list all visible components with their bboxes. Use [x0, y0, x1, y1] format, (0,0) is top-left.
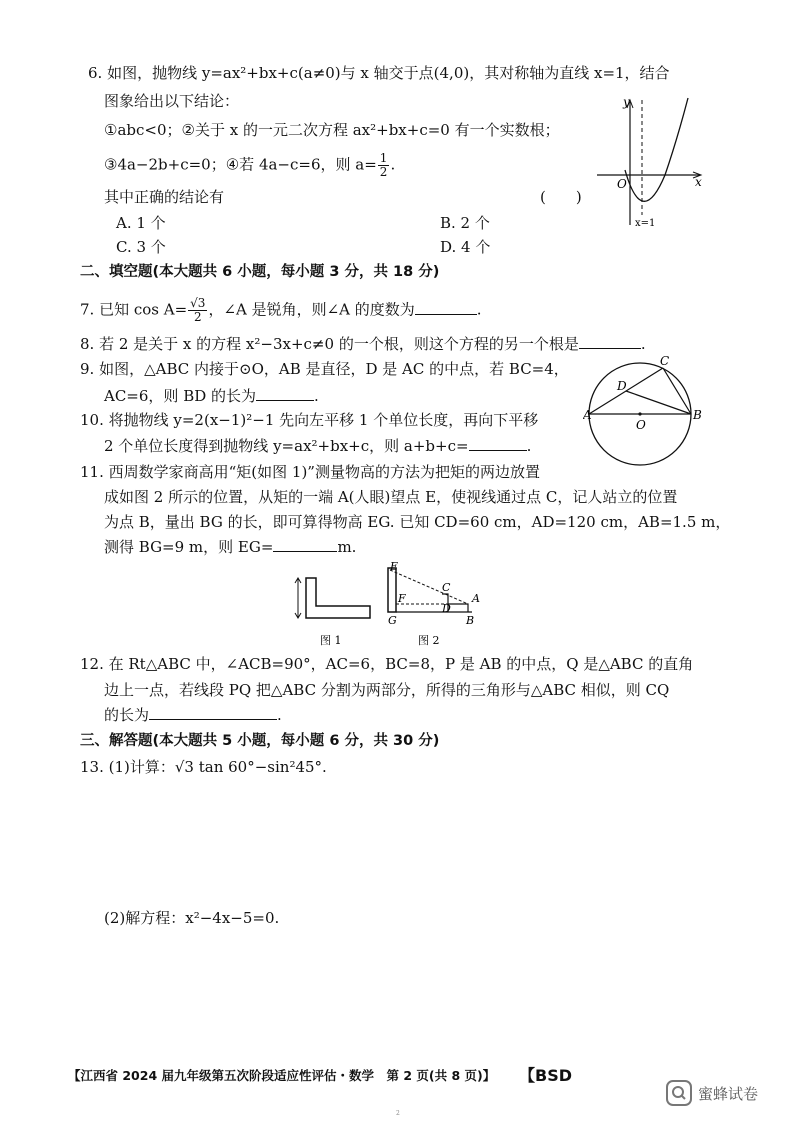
- watermark-logo-icon: [666, 1080, 692, 1106]
- q11-fig2-label-g: G: [388, 614, 397, 627]
- q7-period: .: [476, 300, 482, 319]
- q7-frac-num: √3: [190, 296, 206, 310]
- q11-figure-1: [292, 574, 377, 649]
- q11-unit: m.: [337, 538, 357, 556]
- q7-fraction: [188, 297, 207, 324]
- q11-fig2-label-f: F: [398, 592, 406, 605]
- q11-line-2: 成如图 2 所示的位置，从矩的一端 A(人眼)望点 E，使视线通过点 C，记人站立的位置: [104, 488, 678, 506]
- q6-fig-axis-label: x=1: [635, 218, 656, 229]
- q6-fig-origin-label: O: [617, 177, 627, 191]
- q12-line-2: 边上一点，若线段 PQ 把△ABC 分割为两部分，所得的三角形与△ABC 相似，则 CQ: [104, 681, 670, 699]
- q13-part-1: 13. (1)计算：√3 tan 60°−sin²45°.: [80, 758, 327, 776]
- q11-text: 测得 BG=9 m，则 EG=: [104, 538, 274, 556]
- q9-circle-figure: [583, 355, 708, 475]
- q9-period: .: [314, 387, 319, 405]
- q6-line-2: 图象给出以下结论：: [104, 92, 240, 110]
- q11-fig2-label-c: C: [442, 581, 451, 594]
- q13-part-2: (2)解方程：x²−4x−5=0.: [104, 909, 280, 927]
- q7-line: [80, 297, 482, 324]
- q9-line-1: 9. 如图，△ABC 内接于⊙O，AB 是直径，D 是 AC 的中点，若 BC=4，: [80, 360, 569, 378]
- q6-line-1: 6. 如图，抛物线 y=ax²+bx+c(a≠0)与 x 轴交于点(4,0)，其对称轴为直线 x=1，结合: [88, 64, 670, 82]
- q6-fig-y-label: y: [623, 95, 630, 109]
- q10-line-2: [104, 436, 531, 456]
- q11-answer-blank[interactable]: [273, 537, 337, 552]
- q9-fig-label-c: C: [660, 355, 670, 368]
- q6-answer-paren: ( ): [540, 188, 582, 206]
- q8-text: 8. 若 2 是关于 x 的方程 x²−3x+c≠0 的一个根，则这个方程的另一个根是: [80, 335, 579, 353]
- watermark-text: 蜜蜂试卷: [698, 1084, 759, 1103]
- q11-fig2-label-d: D: [442, 602, 451, 615]
- q11-fig2-label-a: A: [472, 592, 480, 605]
- q6-frac-den: 2: [379, 165, 388, 179]
- q6-option-b: B. 2 个: [440, 214, 490, 232]
- q6-option-c: C. 3 个: [116, 238, 166, 256]
- q10-text: 2 个单位长度得到抛物线 y=ax²+bx+c，则 a+b+c=: [104, 437, 469, 455]
- q8-answer-blank[interactable]: [579, 334, 641, 349]
- series-tag: 【BSD: [519, 1066, 573, 1085]
- q6-parabola-figure: [595, 90, 710, 230]
- q9-fig-label-a: A: [583, 408, 592, 422]
- q6-option-d: D. 4 个: [440, 238, 491, 256]
- page-number: 2: [396, 1110, 400, 1117]
- q7-frac-den: 2: [193, 310, 202, 324]
- q11-figure-2: [382, 560, 492, 652]
- q6-line-3: ①abc<0；②关于 x 的一元二次方程 ax²+bx+c=0 有一个实数根；: [104, 121, 560, 139]
- q9-text: AC=6，则 BD 的长为: [104, 387, 257, 405]
- q11-fig2-label-b: B: [466, 614, 475, 627]
- q7-text-b: ，∠A 是锐角，则∠A 的度数为: [208, 300, 415, 319]
- q9-fig-label-b: B: [693, 408, 702, 422]
- page-footer: 【江西省 2024 届九年级第五次阶段适应性评估・数学 第 2 页(共 8 页)】: [68, 1068, 496, 1083]
- q12-answer-blank[interactable]: [149, 705, 277, 720]
- q6-conclusion-text: ③4a−2b+c=0；④若 4a−c=6，则 a=: [104, 155, 377, 174]
- q9-fig-label-o: O: [636, 418, 646, 432]
- section-2-heading: 二、填空题(本大题共 6 小题，每小题 3 分，共 18 分): [80, 264, 440, 280]
- q9-fig-label-d: D: [617, 379, 627, 393]
- q8-period: .: [640, 335, 646, 353]
- q10-answer-blank[interactable]: [469, 436, 527, 451]
- q9-line-2: [104, 386, 319, 406]
- q7-text-a: 7. 已知 cos A=: [80, 300, 188, 319]
- q6-option-a: A. 1 个: [116, 214, 166, 232]
- q11-fig2-label-e: E: [390, 560, 399, 573]
- q11-line-4: [104, 537, 356, 557]
- q6-fraction: [378, 152, 390, 179]
- q6-frac-num: 1: [379, 151, 388, 165]
- q12-text: 的长为: [104, 706, 150, 724]
- q10-period: .: [526, 437, 532, 455]
- q11-line-3: 为点 B，量出 BG 的长，即可算得物高 EG. 已知 CD=60 cm，AD=120 cm，AB=1.5 m，: [104, 513, 731, 531]
- q11-fig1-caption: 图 1: [320, 634, 342, 647]
- q6-fig-x-label: x: [695, 175, 702, 189]
- q9-answer-blank[interactable]: [256, 386, 314, 401]
- q6-line-5: 其中正确的结论有: [104, 188, 225, 206]
- watermark: [666, 1080, 758, 1106]
- section-3-heading: 三、解答题(本大题共 5 小题，每小题 6 分，共 30 分): [80, 733, 440, 749]
- q11-line-1: 11. 西周数学家商高用“矩(如图 1)”测量物高的方法为把矩的两边放置: [80, 463, 540, 481]
- q7-answer-blank[interactable]: [415, 300, 477, 315]
- q12-line-3: [104, 705, 282, 725]
- q11-fig2-caption: 图 2: [418, 634, 440, 647]
- q10-line-1: 10. 将抛物线 y=2(x−1)²−1 先向左平移 1 个单位长度，再向下平移: [80, 411, 539, 429]
- q12-line-1: 12. 在 Rt△ABC 中，∠ACB=90°，AC=6，BC=8，P 是 AB 的中点，Q 是△ABC 的直角: [80, 655, 694, 673]
- q6-line-4: [104, 152, 395, 179]
- q8-line: [80, 334, 646, 354]
- q6-period: .: [390, 155, 396, 174]
- q12-period: .: [277, 706, 282, 724]
